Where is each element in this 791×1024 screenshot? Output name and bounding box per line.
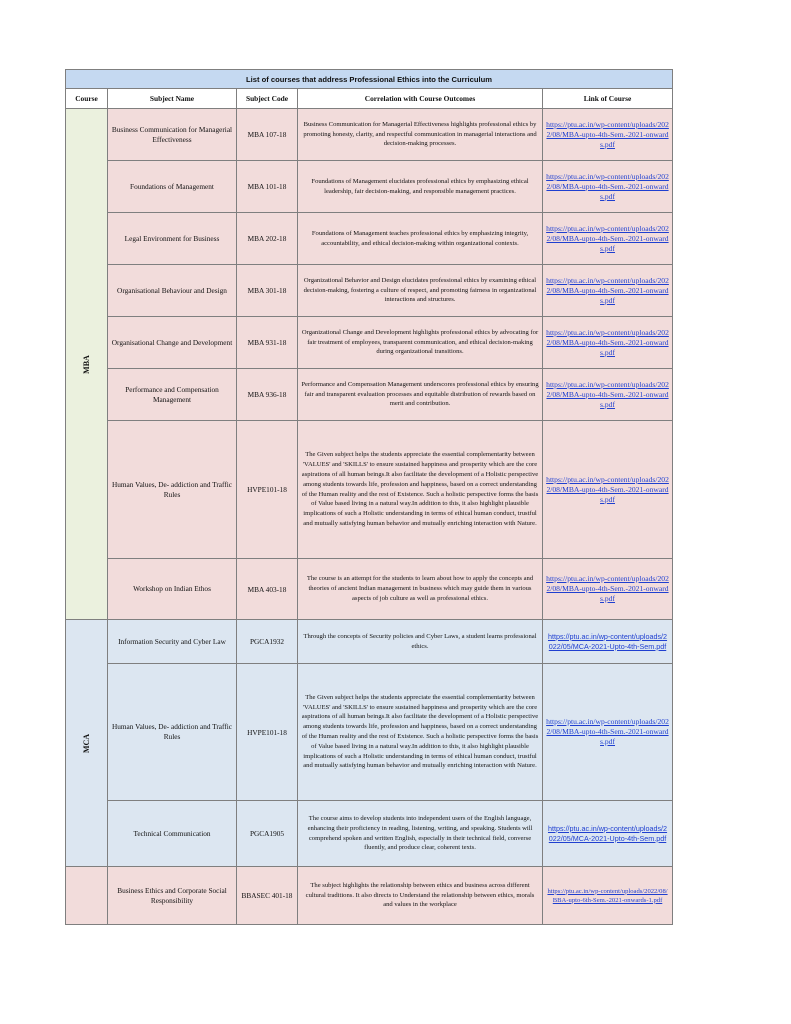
correlation-text: The Given subject helps the students appreciate the essential complementarity between 'VALUES' and 'SKILLS' to ensure sustained happiness and prosperity which are the core aspirations of all human beings.It also facilitate the development of a Holistic perspective among students towards life, profession and happiness, based on a correct understanding of the Human reality and the rest of Existence. Such a holistic perspective forms the basis of Value based living in a natural way.In addition to this, it also highlight plausible implications of such a Holistic understanding in terms of ethical human conduct, trustful and mutually satisfying human behavior and mutually enriching interaction with Nature. bbox=[298, 421, 543, 559]
subject-name: Organisational Change and Development bbox=[108, 317, 237, 369]
subject-code: MBA 936-18 bbox=[237, 369, 298, 421]
subject-name: Business Communication for Managerial Effectiveness bbox=[108, 109, 237, 161]
table-row bbox=[66, 801, 673, 867]
table-row bbox=[66, 109, 673, 161]
subject-name: Technical Communication bbox=[108, 801, 237, 867]
correlation-text: Foundations of Management teaches professional ethics by emphasizing integrity, accountability, and ethical decision-making within organizational contexts. bbox=[298, 213, 543, 265]
subject-code: MBA 202-18 bbox=[237, 213, 298, 265]
subject-code: BBASEC 401-18 bbox=[237, 867, 298, 925]
header-correlation: Correlation with Course Outcomes bbox=[298, 89, 543, 109]
table-row bbox=[66, 161, 673, 213]
subject-code: MBA 403-18 bbox=[237, 559, 298, 620]
course-label: MCA bbox=[81, 733, 91, 753]
subject-name: Performance and Compensation Management bbox=[108, 369, 237, 421]
correlation-text: Performance and Compensation Management underscores professional ethics by ensuring fair and transparent evaluation processes and equitable distribution of rewards based on merit and contribution. bbox=[298, 369, 543, 421]
header-course: Course bbox=[66, 89, 108, 109]
course-link[interactable]: https://ptu.ac.in/wp-content/uploads/2022/08/MBA-upto-4th-Sem.-2021-onwards.pdf bbox=[546, 574, 669, 603]
subject-code: MBA 101-18 bbox=[237, 161, 298, 213]
table-row bbox=[66, 867, 673, 925]
subject-name: Human Values, De- addiction and Traffic Rules bbox=[108, 421, 237, 559]
correlation-text: Business Communication for Managerial Effectiveness highlights professional ethics by promoting honesty, clarity, and respectful communication in managerial interactions and decision-making processes. bbox=[298, 109, 543, 161]
correlation-text: Organizational Behavior and Design elucidates professional ethics by examining ethical decision-making, fostering a culture of respect, and promoting fairness in organizational interactions and structures. bbox=[298, 265, 543, 317]
course-link[interactable]: https://ptu.ac.in/wp-content/uploads/2022/08/MBA-upto-4th-Sem.-2021-onwards.pdf bbox=[546, 223, 669, 253]
table-row bbox=[66, 317, 673, 369]
subject-name: Information Security and Cyber Law bbox=[108, 620, 237, 664]
course-group-blank bbox=[66, 867, 108, 925]
header-subject-code: Subject Code bbox=[237, 89, 298, 109]
subject-name: Legal Environment for Business bbox=[108, 213, 237, 265]
table-title: List of courses that address Professional Ethics into the Curriculum bbox=[66, 70, 673, 89]
table-row bbox=[66, 620, 673, 664]
subject-code: HVPE101-18 bbox=[237, 664, 298, 801]
table-row bbox=[66, 421, 673, 559]
course-link[interactable]: https://ptu.ac.in/wp-content/uploads/2022/08/MBA-upto-4th-Sem.-2021-onwards.pdf bbox=[546, 119, 669, 149]
table-row bbox=[66, 559, 673, 620]
subject-name: Human Values, De- addiction and Traffic Rules bbox=[108, 664, 237, 801]
correlation-text: The course aims to develop students into independent users of the English language, enhancing their proficiency in reading, listening, writing, and speaking. Students will comprehend spoken and written English, especially in their technical field, converse fluently, and produce clear, coherent texts. bbox=[298, 801, 543, 867]
correlation-text: Through the concepts of Security policies and Cyber Laws, a student learns professional ethics. bbox=[298, 620, 543, 664]
header-subject-name: Subject Name bbox=[108, 89, 237, 109]
ethics-courses-table bbox=[65, 69, 673, 925]
course-group-mba bbox=[66, 109, 108, 620]
subject-code: MBA 301-18 bbox=[237, 265, 298, 317]
subject-code: PGCA1932 bbox=[237, 620, 298, 664]
subject-code: HVPE101-18 bbox=[237, 421, 298, 559]
subject-code: MBA 931-18 bbox=[237, 317, 298, 369]
correlation-text: Organizational Change and Development highlights professional ethics by advocating for fair treatment of employees, transparent communication, and ethical decision-making during organizational transitions. bbox=[298, 317, 543, 369]
course-link[interactable]: https://ptu.ac.in/wp-content/uploads/2022/08/MBA-upto-4th-Sem.-2021-onwards.pdf bbox=[546, 717, 669, 746]
correlation-text: The Given subject helps the students appreciate the essential complementarity between 'VALUES' and 'SKILLS' to ensure sustained happiness and prosperity which are the core aspirations of all human beings.It also facilitate the development of a Holistic perspective among students towards life, profession and happiness, based on a correct understanding of the Human reality and the rest of Existence. Such a holistic perspective forms the basis of Value based living in a natural way.In addition to this, it also highlight plausible implications of such a Holistic understanding in terms of ethical human conduct, trustful and mutually satisfying human behavior and mutually enriching interaction with Nature. bbox=[298, 664, 543, 801]
course-link[interactable]: https://ptu.ac.in/wp-content/uploads/2022/08/MBA-upto-4th-Sem.-2021-onwards.pdf bbox=[546, 171, 669, 201]
subject-name: Business Ethics and Corporate Social Responsibility bbox=[108, 867, 237, 925]
course-link[interactable]: https://ptu.ac.in/wp-content/uploads/2022/08/MBA-upto-4th-Sem.-2021-onwards.pdf bbox=[546, 327, 669, 357]
table-row bbox=[66, 213, 673, 265]
subject-code: MBA 107-18 bbox=[237, 109, 298, 161]
course-link[interactable]: https://ptu.ac.in/wp-content/uploads/2022/08/MBA-upto-4th-Sem.-2021-onwards.pdf bbox=[546, 275, 669, 305]
course-link[interactable]: https://ptu.ac.in/wp-content/uploads/2022/05/MCA-2021-Upto-4th-Sem.pdf bbox=[547, 823, 668, 843]
table-row bbox=[66, 369, 673, 421]
subject-name: Foundations of Management bbox=[108, 161, 237, 213]
subject-name: Workshop on Indian Ethos bbox=[108, 559, 237, 620]
correlation-text: Foundations of Management elucidates professional ethics by emphasizing ethical leadership, fair decision-making, and responsible management practices. bbox=[298, 161, 543, 213]
subject-code: PGCA1905 bbox=[237, 801, 298, 867]
course-link[interactable]: https://ptu.ac.in/wp-content/uploads/2022/08/MBA-upto-4th-Sem.-2021-onwards.pdf bbox=[546, 379, 669, 409]
course-link[interactable]: https://ptu.ac.in/wp-content/uploads/2022/08/BBA-upto-6th-Sem.-2021-onwards-1.pdf bbox=[547, 887, 668, 904]
table-row bbox=[66, 265, 673, 317]
course-link[interactable]: https://ptu.ac.in/wp-content/uploads/2022/05/MCA-2021-Upto-4th-Sem.pdf bbox=[547, 631, 668, 651]
table-header-row bbox=[66, 89, 673, 109]
header-link: Link of Course bbox=[543, 89, 673, 109]
table-row bbox=[66, 664, 673, 801]
course-label: MBA bbox=[81, 354, 91, 374]
correlation-text: The course is an attempt for the students to learn about how to apply the concepts and theories of ancient Indian management in business which may guide them in various aspects of job culture as well as professional ethics. bbox=[298, 559, 543, 620]
correlation-text: The subject highlights the relationship between ethics and business across different cultural traditions. It also directs to Understand the relationship between ethics, morals and values in the workplace bbox=[298, 867, 543, 925]
subject-name: Organisational Behaviour and Design bbox=[108, 265, 237, 317]
table-title-row bbox=[66, 70, 673, 89]
course-link[interactable]: https://ptu.ac.in/wp-content/uploads/2022/08/MBA-upto-4th-Sem.-2021-onwards.pdf bbox=[546, 474, 669, 504]
course-group-mca bbox=[66, 620, 108, 867]
